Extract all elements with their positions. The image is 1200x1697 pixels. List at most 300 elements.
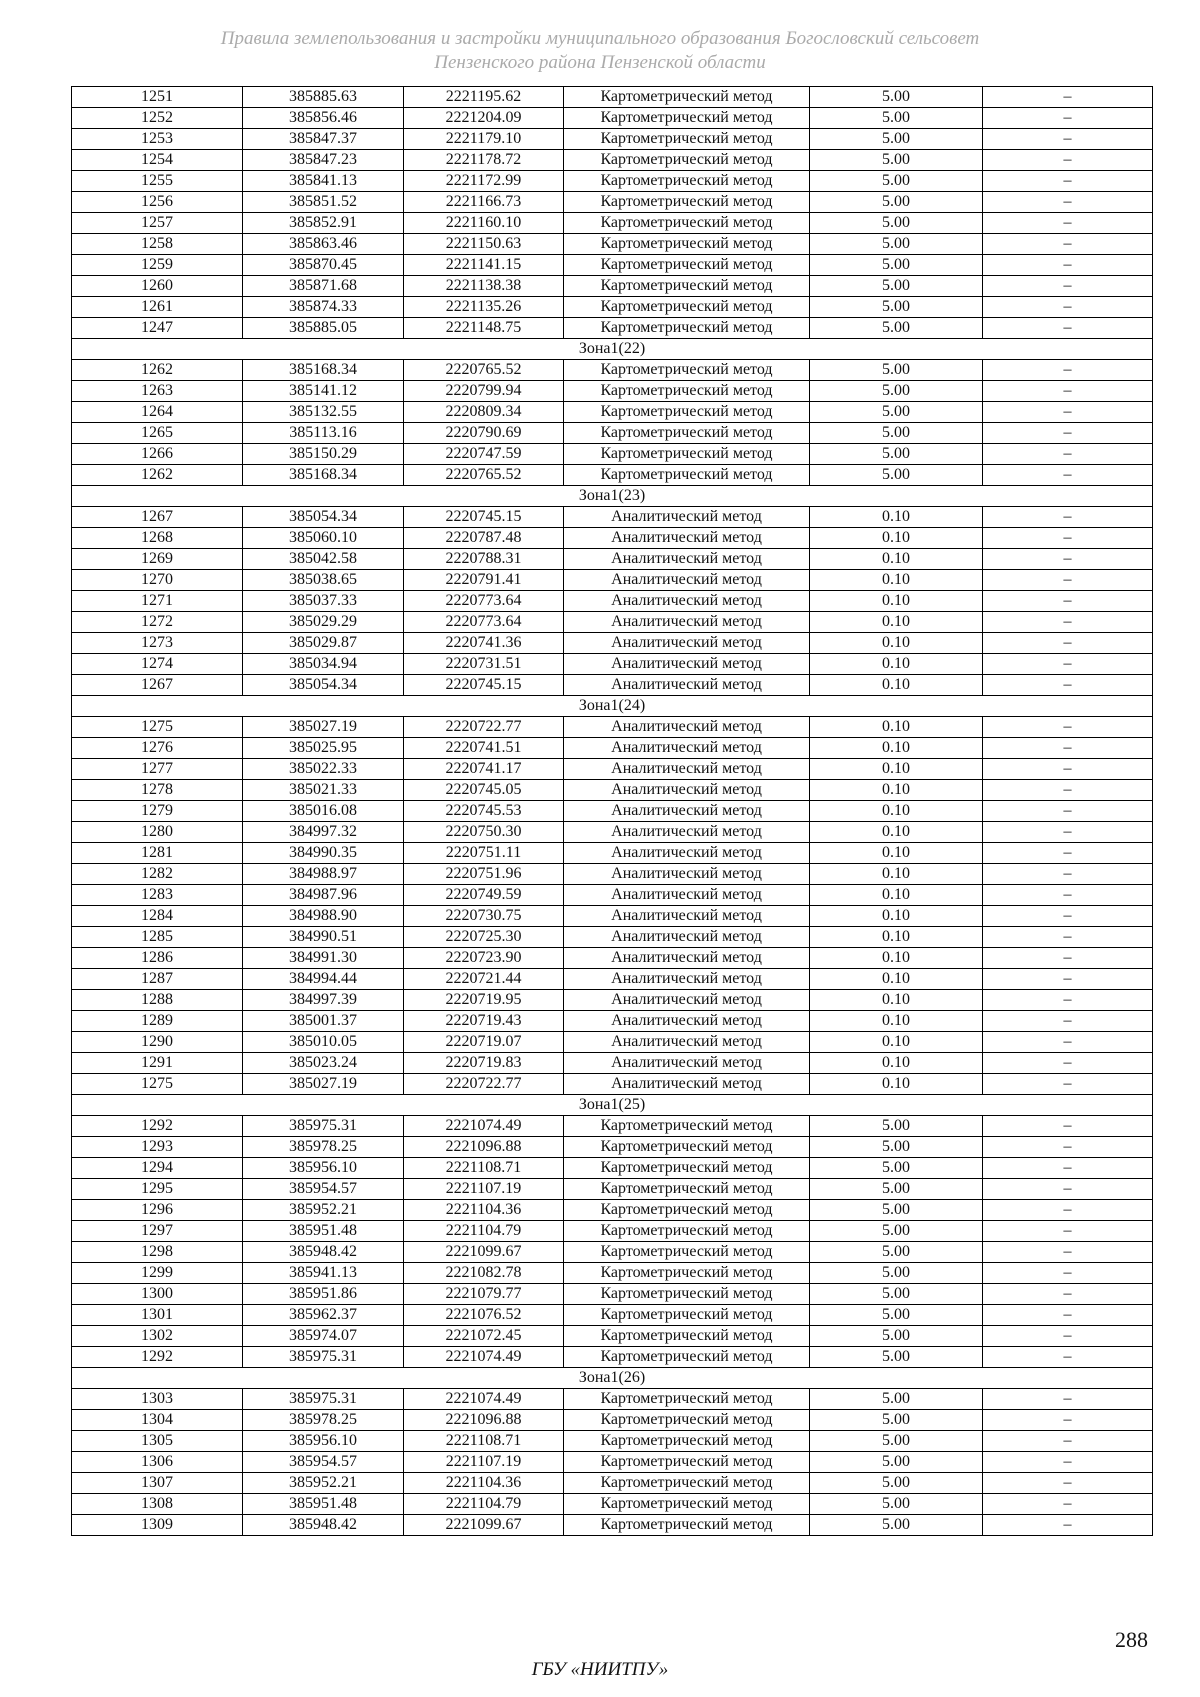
point-number-cell: 1260 [72, 276, 243, 297]
method-cell: Картометрический метод [564, 444, 810, 465]
point-number-cell: 1269 [72, 549, 243, 570]
x-coordinate-cell: 385870.45 [243, 255, 404, 276]
point-number-cell: 1299 [72, 1263, 243, 1284]
y-coordinate-cell: 2220741.17 [404, 759, 564, 780]
x-coordinate-cell: 385042.58 [243, 549, 404, 570]
note-cell: – [983, 276, 1153, 297]
note-cell: – [983, 444, 1153, 465]
x-coordinate-cell: 385037.33 [243, 591, 404, 612]
note-cell: – [983, 612, 1153, 633]
table-row [72, 360, 1153, 381]
note-cell: – [983, 843, 1153, 864]
method-cell: Картометрический метод [564, 297, 810, 318]
note-cell: – [983, 1284, 1153, 1305]
y-coordinate-cell: 2221104.36 [404, 1473, 564, 1494]
x-coordinate-cell: 385978.25 [243, 1410, 404, 1431]
y-coordinate-cell: 2221096.88 [404, 1410, 564, 1431]
x-coordinate-cell: 385852.91 [243, 213, 404, 234]
table-row [72, 1158, 1153, 1179]
note-cell: – [983, 129, 1153, 150]
y-coordinate-cell: 2221172.99 [404, 171, 564, 192]
table-row [72, 423, 1153, 444]
point-number-cell: 1274 [72, 654, 243, 675]
precision-cell: 0.10 [810, 906, 983, 927]
y-coordinate-cell: 2221166.73 [404, 192, 564, 213]
y-coordinate-cell: 2221204.09 [404, 108, 564, 129]
point-number-cell: 1287 [72, 969, 243, 990]
precision-cell: 5.00 [810, 381, 983, 402]
method-cell: Аналитический метод [564, 612, 810, 633]
y-coordinate-cell: 2220799.94 [404, 381, 564, 402]
point-number-cell: 1308 [72, 1494, 243, 1515]
method-cell: Аналитический метод [564, 738, 810, 759]
table-row [72, 1032, 1153, 1053]
point-number-cell: 1267 [72, 507, 243, 528]
y-coordinate-cell: 2220751.11 [404, 843, 564, 864]
method-cell: Аналитический метод [564, 654, 810, 675]
x-coordinate-cell: 385168.34 [243, 360, 404, 381]
note-cell: – [983, 633, 1153, 654]
note-cell: – [983, 171, 1153, 192]
precision-cell: 5.00 [810, 192, 983, 213]
point-number-cell: 1261 [72, 297, 243, 318]
table-row [72, 1074, 1153, 1095]
y-coordinate-cell: 2221160.10 [404, 213, 564, 234]
table-row [72, 1221, 1153, 1242]
precision-cell: 5.00 [810, 1389, 983, 1410]
note-cell: – [983, 801, 1153, 822]
table-row [72, 759, 1153, 780]
y-coordinate-cell: 2220809.34 [404, 402, 564, 423]
note-cell: – [983, 864, 1153, 885]
coordinates-table-body [72, 87, 1153, 1536]
table-row [72, 1410, 1153, 1431]
method-cell: Картометрический метод [564, 150, 810, 171]
y-coordinate-cell: 2221178.72 [404, 150, 564, 171]
x-coordinate-cell: 385022.33 [243, 759, 404, 780]
note-cell: – [983, 528, 1153, 549]
x-coordinate-cell: 385885.05 [243, 318, 404, 339]
table-row [72, 1284, 1153, 1305]
x-coordinate-cell: 385023.24 [243, 1053, 404, 1074]
x-coordinate-cell: 385954.57 [243, 1179, 404, 1200]
point-number-cell: 1285 [72, 927, 243, 948]
point-number-cell: 1289 [72, 1011, 243, 1032]
table-row [72, 843, 1153, 864]
table-row [72, 969, 1153, 990]
method-cell: Аналитический метод [564, 759, 810, 780]
x-coordinate-cell: 385150.29 [243, 444, 404, 465]
method-cell: Картометрический метод [564, 192, 810, 213]
y-coordinate-cell: 2220765.52 [404, 360, 564, 381]
point-number-cell: 1286 [72, 948, 243, 969]
note-cell: – [983, 255, 1153, 276]
precision-cell: 0.10 [810, 675, 983, 696]
method-cell: Аналитический метод [564, 1074, 810, 1095]
point-number-cell: 1297 [72, 1221, 243, 1242]
y-coordinate-cell: 2220750.30 [404, 822, 564, 843]
table-row [72, 1473, 1153, 1494]
method-cell: Аналитический метод [564, 948, 810, 969]
x-coordinate-cell: 384997.39 [243, 990, 404, 1011]
x-coordinate-cell: 385952.21 [243, 1200, 404, 1221]
x-coordinate-cell: 385948.42 [243, 1515, 404, 1536]
table-row [72, 213, 1153, 234]
precision-cell: 0.10 [810, 885, 983, 906]
table-row [72, 612, 1153, 633]
y-coordinate-cell: 2220719.43 [404, 1011, 564, 1032]
method-cell: Картометрический метод [564, 87, 810, 108]
x-coordinate-cell: 384988.90 [243, 906, 404, 927]
y-coordinate-cell: 2221135.26 [404, 297, 564, 318]
x-coordinate-cell: 384988.97 [243, 864, 404, 885]
table-row [72, 87, 1153, 108]
precision-cell: 0.10 [810, 528, 983, 549]
y-coordinate-cell: 2221195.62 [404, 87, 564, 108]
document-header [0, 27, 1200, 75]
method-cell: Картометрический метод [564, 1137, 810, 1158]
precision-cell: 0.10 [810, 927, 983, 948]
x-coordinate-cell: 385847.23 [243, 150, 404, 171]
y-coordinate-cell: 2220722.77 [404, 1074, 564, 1095]
zone-label: Зона1(22) [72, 339, 1153, 360]
precision-cell: 5.00 [810, 1431, 983, 1452]
table-row [72, 1137, 1153, 1158]
table-row [72, 171, 1153, 192]
x-coordinate-cell: 384994.44 [243, 969, 404, 990]
y-coordinate-cell: 2221138.38 [404, 276, 564, 297]
point-number-cell: 1300 [72, 1284, 243, 1305]
method-cell: Аналитический метод [564, 591, 810, 612]
x-coordinate-cell: 385863.46 [243, 234, 404, 255]
point-number-cell: 1256 [72, 192, 243, 213]
y-coordinate-cell: 2220787.48 [404, 528, 564, 549]
point-number-cell: 1255 [72, 171, 243, 192]
table-row [72, 129, 1153, 150]
precision-cell: 5.00 [810, 1494, 983, 1515]
precision-cell: 0.10 [810, 507, 983, 528]
precision-cell: 0.10 [810, 780, 983, 801]
x-coordinate-cell: 385856.46 [243, 108, 404, 129]
x-coordinate-cell: 385871.68 [243, 276, 404, 297]
y-coordinate-cell: 2221099.67 [404, 1515, 564, 1536]
method-cell: Аналитический метод [564, 633, 810, 654]
x-coordinate-cell: 384997.32 [243, 822, 404, 843]
table-row [72, 948, 1153, 969]
table-row [72, 738, 1153, 759]
method-cell: Картометрический метод [564, 1116, 810, 1137]
y-coordinate-cell: 2221099.67 [404, 1242, 564, 1263]
method-cell: Аналитический метод [564, 1032, 810, 1053]
precision-cell: 0.10 [810, 633, 983, 654]
point-number-cell: 1257 [72, 213, 243, 234]
table-row [72, 906, 1153, 927]
y-coordinate-cell: 2220741.51 [404, 738, 564, 759]
method-cell: Картометрический метод [564, 1221, 810, 1242]
method-cell: Аналитический метод [564, 507, 810, 528]
table-row [72, 1179, 1153, 1200]
note-cell: – [983, 1494, 1153, 1515]
note-cell: – [983, 927, 1153, 948]
method-cell: Картометрический метод [564, 381, 810, 402]
method-cell: Картометрический метод [564, 1263, 810, 1284]
x-coordinate-cell: 385941.13 [243, 1263, 404, 1284]
precision-cell: 0.10 [810, 948, 983, 969]
method-cell: Аналитический метод [564, 570, 810, 591]
table-row [72, 318, 1153, 339]
note-cell: – [983, 1515, 1153, 1536]
point-number-cell: 1293 [72, 1137, 243, 1158]
x-coordinate-cell: 385060.10 [243, 528, 404, 549]
note-cell: – [983, 1053, 1153, 1074]
precision-cell: 5.00 [810, 1179, 983, 1200]
note-cell: – [983, 1200, 1153, 1221]
x-coordinate-cell: 385847.37 [243, 129, 404, 150]
x-coordinate-cell: 385975.31 [243, 1389, 404, 1410]
x-coordinate-cell: 385978.25 [243, 1137, 404, 1158]
x-coordinate-cell: 385027.19 [243, 1074, 404, 1095]
note-cell: – [983, 1032, 1153, 1053]
y-coordinate-cell: 2221107.19 [404, 1452, 564, 1473]
point-number-cell: 1301 [72, 1305, 243, 1326]
precision-cell: 0.10 [810, 801, 983, 822]
precision-cell: 5.00 [810, 1263, 983, 1284]
point-number-cell: 1262 [72, 360, 243, 381]
precision-cell: 5.00 [810, 1200, 983, 1221]
x-coordinate-cell: 385951.48 [243, 1221, 404, 1242]
table-row [72, 1452, 1153, 1473]
point-number-cell: 1281 [72, 843, 243, 864]
note-cell: – [983, 1389, 1153, 1410]
zone-header-row [72, 339, 1153, 360]
zone-header-row [72, 486, 1153, 507]
y-coordinate-cell: 2220725.30 [404, 927, 564, 948]
table-row [72, 549, 1153, 570]
table-row [72, 234, 1153, 255]
method-cell: Аналитический метод [564, 780, 810, 801]
method-cell: Картометрический метод [564, 1494, 810, 1515]
precision-cell: 5.00 [810, 150, 983, 171]
zone-label: Зона1(26) [72, 1368, 1153, 1389]
table-row [72, 780, 1153, 801]
note-cell: – [983, 990, 1153, 1011]
point-number-cell: 1295 [72, 1179, 243, 1200]
method-cell: Аналитический метод [564, 885, 810, 906]
y-coordinate-cell: 2220745.15 [404, 507, 564, 528]
y-coordinate-cell: 2221104.79 [404, 1221, 564, 1242]
x-coordinate-cell: 385029.29 [243, 612, 404, 633]
precision-cell: 5.00 [810, 1410, 983, 1431]
method-cell: Картометрический метод [564, 1389, 810, 1410]
x-coordinate-cell: 385132.55 [243, 402, 404, 423]
precision-cell: 0.10 [810, 969, 983, 990]
precision-cell: 5.00 [810, 1473, 983, 1494]
note-cell: – [983, 780, 1153, 801]
point-number-cell: 1265 [72, 423, 243, 444]
x-coordinate-cell: 385851.52 [243, 192, 404, 213]
note-cell: – [983, 1074, 1153, 1095]
y-coordinate-cell: 2221082.78 [404, 1263, 564, 1284]
x-coordinate-cell: 385841.13 [243, 171, 404, 192]
y-coordinate-cell: 2221072.45 [404, 1326, 564, 1347]
point-number-cell: 1283 [72, 885, 243, 906]
method-cell: Аналитический метод [564, 927, 810, 948]
precision-cell: 0.10 [810, 612, 983, 633]
zone-label: Зона1(23) [72, 486, 1153, 507]
y-coordinate-cell: 2220765.52 [404, 465, 564, 486]
note-cell: – [983, 1305, 1153, 1326]
point-number-cell: 1247 [72, 318, 243, 339]
precision-cell: 0.10 [810, 759, 983, 780]
page-number: 288 [1115, 1627, 1148, 1652]
precision-cell: 5.00 [810, 1515, 983, 1536]
method-cell: Аналитический метод [564, 717, 810, 738]
note-cell: – [983, 654, 1153, 675]
x-coordinate-cell: 385885.63 [243, 87, 404, 108]
y-coordinate-cell: 2221079.77 [404, 1284, 564, 1305]
table-row [72, 1011, 1153, 1032]
precision-cell: 5.00 [810, 213, 983, 234]
method-cell: Картометрический метод [564, 465, 810, 486]
table-row [72, 1116, 1153, 1137]
x-coordinate-cell: 385952.21 [243, 1473, 404, 1494]
point-number-cell: 1251 [72, 87, 243, 108]
precision-cell: 5.00 [810, 318, 983, 339]
method-cell: Аналитический метод [564, 822, 810, 843]
table-row [72, 990, 1153, 1011]
note-cell: – [983, 1242, 1153, 1263]
point-number-cell: 1298 [72, 1242, 243, 1263]
y-coordinate-cell: 2220773.64 [404, 612, 564, 633]
note-cell: – [983, 1473, 1153, 1494]
table-row [72, 381, 1153, 402]
table-row [72, 801, 1153, 822]
zone-label: Зона1(25) [72, 1095, 1153, 1116]
x-coordinate-cell: 385029.87 [243, 633, 404, 654]
y-coordinate-cell: 2221074.49 [404, 1389, 564, 1410]
table-row [72, 570, 1153, 591]
point-number-cell: 1292 [72, 1347, 243, 1368]
x-coordinate-cell: 385948.42 [243, 1242, 404, 1263]
method-cell: Картометрический метод [564, 1347, 810, 1368]
y-coordinate-cell: 2220747.59 [404, 444, 564, 465]
point-number-cell: 1305 [72, 1431, 243, 1452]
y-coordinate-cell: 2221074.49 [404, 1347, 564, 1368]
y-coordinate-cell: 2221179.10 [404, 129, 564, 150]
point-number-cell: 1284 [72, 906, 243, 927]
note-cell: – [983, 360, 1153, 381]
method-cell: Картометрический метод [564, 1305, 810, 1326]
precision-cell: 0.10 [810, 822, 983, 843]
note-cell: – [983, 318, 1153, 339]
precision-cell: 5.00 [810, 465, 983, 486]
table-row [72, 864, 1153, 885]
point-number-cell: 1270 [72, 570, 243, 591]
table-row [72, 654, 1153, 675]
point-number-cell: 1253 [72, 129, 243, 150]
precision-cell: 5.00 [810, 129, 983, 150]
precision-cell: 5.00 [810, 234, 983, 255]
note-cell: – [983, 150, 1153, 171]
method-cell: Аналитический метод [564, 969, 810, 990]
zone-header-row [72, 1095, 1153, 1116]
note-cell: – [983, 402, 1153, 423]
x-coordinate-cell: 385975.31 [243, 1116, 404, 1137]
x-coordinate-cell: 385975.31 [243, 1347, 404, 1368]
x-coordinate-cell: 384990.35 [243, 843, 404, 864]
note-cell: – [983, 1452, 1153, 1473]
table-row [72, 1263, 1153, 1284]
table-row [72, 1347, 1153, 1368]
method-cell: Аналитический метод [564, 1053, 810, 1074]
method-cell: Картометрический метод [564, 402, 810, 423]
y-coordinate-cell: 2220773.64 [404, 591, 564, 612]
note-cell: – [983, 717, 1153, 738]
y-coordinate-cell: 2220731.51 [404, 654, 564, 675]
precision-cell: 0.10 [810, 1053, 983, 1074]
precision-cell: 5.00 [810, 87, 983, 108]
x-coordinate-cell: 385954.57 [243, 1452, 404, 1473]
note-cell: – [983, 1347, 1153, 1368]
note-cell: – [983, 213, 1153, 234]
y-coordinate-cell: 2220723.90 [404, 948, 564, 969]
precision-cell: 0.10 [810, 864, 983, 885]
note-cell: – [983, 948, 1153, 969]
method-cell: Картометрический метод [564, 1473, 810, 1494]
table-row [72, 1515, 1153, 1536]
table-row [72, 465, 1153, 486]
precision-cell: 0.10 [810, 1032, 983, 1053]
y-coordinate-cell: 2220719.83 [404, 1053, 564, 1074]
x-coordinate-cell: 385054.34 [243, 675, 404, 696]
precision-cell: 5.00 [810, 1116, 983, 1137]
table-row [72, 675, 1153, 696]
method-cell: Картометрический метод [564, 1284, 810, 1305]
x-coordinate-cell: 385956.10 [243, 1431, 404, 1452]
x-coordinate-cell: 385951.48 [243, 1494, 404, 1515]
note-cell: – [983, 1116, 1153, 1137]
table-row [72, 528, 1153, 549]
point-number-cell: 1262 [72, 465, 243, 486]
method-cell: Картометрический метод [564, 255, 810, 276]
note-cell: – [983, 234, 1153, 255]
y-coordinate-cell: 2220745.53 [404, 801, 564, 822]
y-coordinate-cell: 2221074.49 [404, 1116, 564, 1137]
precision-cell: 5.00 [810, 1347, 983, 1368]
point-number-cell: 1268 [72, 528, 243, 549]
note-cell: – [983, 1410, 1153, 1431]
table-row [72, 1389, 1153, 1410]
point-number-cell: 1291 [72, 1053, 243, 1074]
point-number-cell: 1307 [72, 1473, 243, 1494]
method-cell: Картометрический метод [564, 423, 810, 444]
note-cell: – [983, 759, 1153, 780]
y-coordinate-cell: 2221108.71 [404, 1158, 564, 1179]
table-row [72, 1431, 1153, 1452]
x-coordinate-cell: 385113.16 [243, 423, 404, 444]
note-cell: – [983, 87, 1153, 108]
table-row [72, 276, 1153, 297]
method-cell: Картометрический метод [564, 234, 810, 255]
method-cell: Картометрический метод [564, 1158, 810, 1179]
precision-cell: 5.00 [810, 1326, 983, 1347]
point-number-cell: 1266 [72, 444, 243, 465]
note-cell: – [983, 1137, 1153, 1158]
table-row [72, 108, 1153, 129]
method-cell: Картометрический метод [564, 129, 810, 150]
point-number-cell: 1306 [72, 1452, 243, 1473]
note-cell: – [983, 1158, 1153, 1179]
